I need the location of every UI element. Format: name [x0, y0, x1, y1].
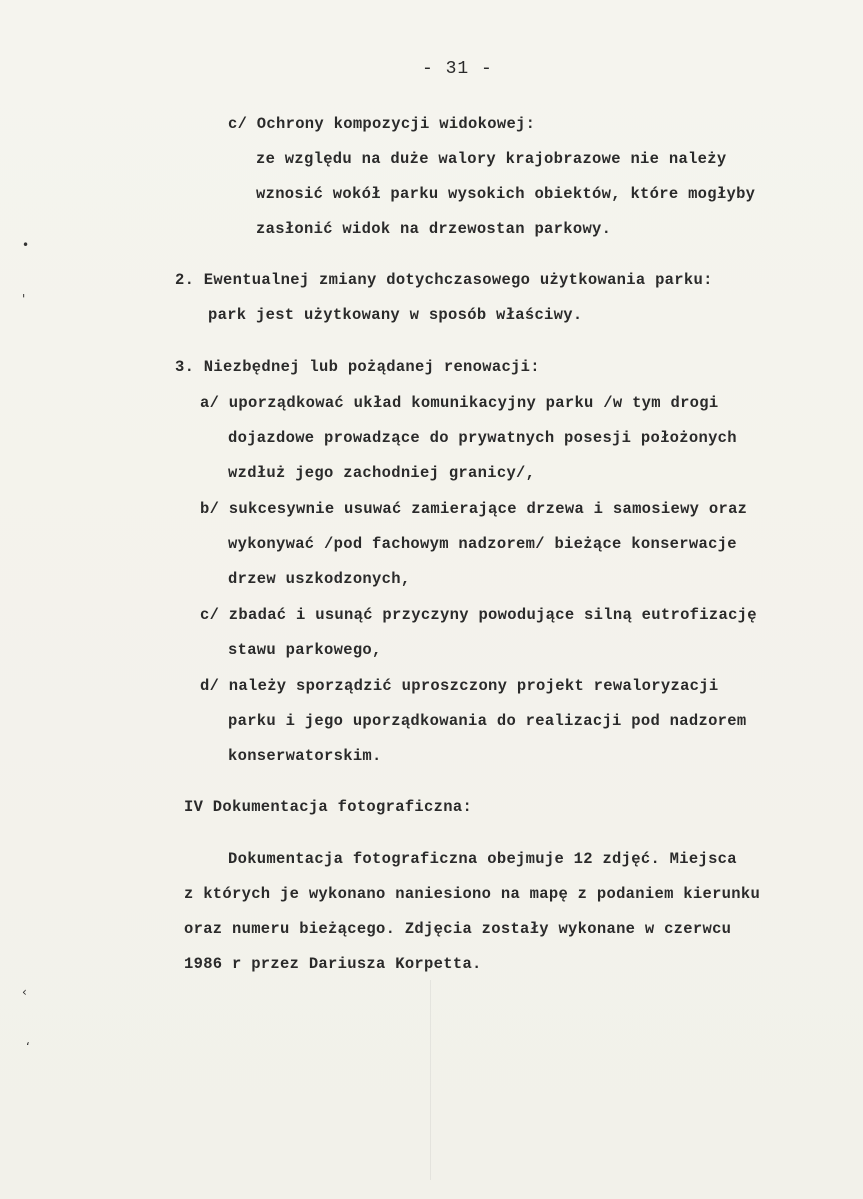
text-line: drzew uszkodzonych,	[228, 570, 411, 588]
text-line: zasłonić widok na drzewostan parkowy.	[256, 220, 612, 238]
section-iv-heading: IV Dokumentacja fotograficzna:	[184, 798, 473, 816]
list-item-c: c/ zbadać i usunąć przyczyny powodujące silną eutrofizację	[200, 606, 757, 624]
text-line: oraz numeru bieżącego. Zdjęcia zostały wykonane w czerwcu	[184, 920, 732, 938]
text-line: z których je wykonano naniesiono na mapę z podaniem kierunku	[184, 885, 761, 903]
text-line: wykonywać /pod fachowym nadzorem/ bieżące konserwacje	[228, 535, 737, 553]
text-line: park jest użytkowany w sposób właściwy.	[208, 306, 583, 324]
text-line: ze względu na duże walory krajobrazowe nie należy	[256, 150, 727, 168]
list-item-d: d/ należy sporządzić uproszczony projekt rewaloryzacji	[200, 677, 719, 695]
margin-mark: ʻ	[26, 1040, 30, 1054]
margin-mark: '	[22, 292, 26, 306]
section-3-heading: 3. Niezbędnej lub pożądanej renowacji:	[175, 358, 540, 376]
section-c-heading: c/ Ochrony kompozycji widokowej:	[228, 115, 536, 133]
margin-mark: •	[22, 238, 30, 252]
text-line: wznosić wokół parku wysokich obiektów, które mogłyby	[256, 185, 756, 203]
list-item-a: a/ uporządkować układ komunikacyjny parku /w tym drogi	[200, 394, 719, 412]
text-line: konserwatorskim.	[228, 747, 382, 765]
text-line: stawu parkowego,	[228, 641, 382, 659]
page-number: - 31 -	[422, 59, 493, 79]
section-2-heading: 2. Ewentualnej zmiany dotychczasowego użytkowania parku:	[175, 271, 713, 289]
text-line: dojazdowe prowadzące do prywatnych posesji położonych	[228, 429, 737, 447]
text-line: wzdłuż jego zachodniej granicy/,	[228, 464, 536, 482]
text-line: parku i jego uporządkowania do realizacji pod nadzorem	[228, 712, 747, 730]
list-item-b: b/ sukcesywnie usuwać zamierające drzewa i samosiewy oraz	[200, 500, 748, 518]
text-line: Dokumentacja fotograficzna obejmuje 12 zdjęć. Miejsca	[228, 850, 737, 868]
text-line: 1986 r przez Dariusza Korpetta.	[184, 955, 482, 973]
paper-crease	[430, 980, 431, 1180]
margin-mark: ‹	[22, 985, 27, 999]
